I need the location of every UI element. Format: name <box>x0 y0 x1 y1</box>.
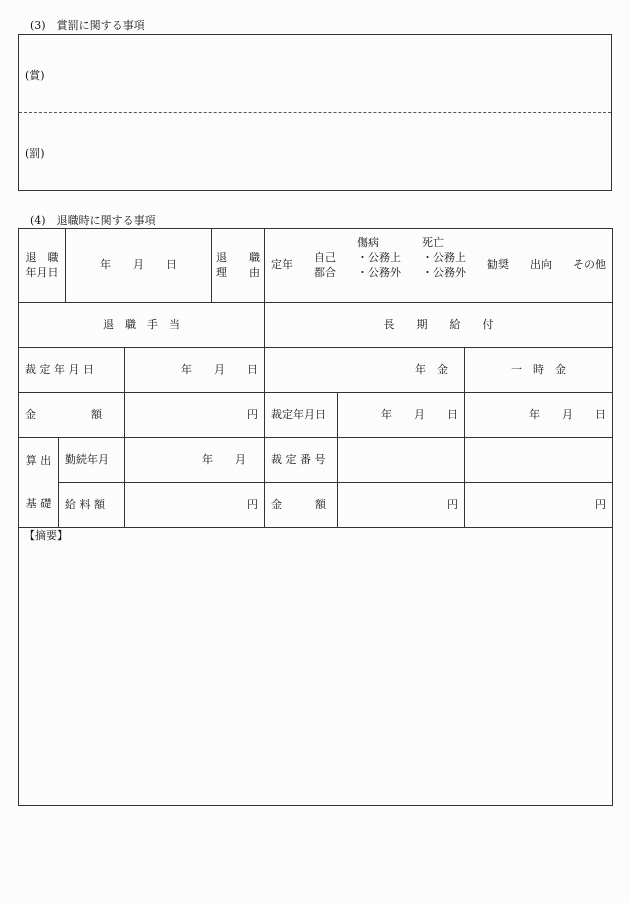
lump-sum-amount-yen: 円 <box>465 483 613 528</box>
pension-date-value: 年 月 日 <box>338 393 465 438</box>
decision-date-label-2: 裁定年月日 <box>265 393 338 438</box>
reason-jiko: 自己 都合 <box>314 250 336 279</box>
lump-sum-label: 一 時 金 <box>465 348 613 393</box>
amount-label: 金 額 <box>19 393 125 438</box>
penalty-label: (罰) <box>25 147 45 160</box>
decision-date-value: 年 月 日 <box>125 348 265 393</box>
memo-area <box>19 528 613 806</box>
calc-label-2: 基 礎 <box>25 496 52 510</box>
lump-sum-date-value: 年 月 日 <box>465 393 613 438</box>
pension-label: 年 金 <box>265 348 465 393</box>
section4-heading: (4) 退職時に関する事項 <box>30 214 156 227</box>
retirement-table <box>18 228 613 806</box>
retire-date-label: 退 職 年月日 <box>19 229 66 303</box>
section3-heading: (3) 賞罰に関する事項 <box>30 19 145 32</box>
service-label: 勤続年月 <box>59 438 125 483</box>
decision-date-label: 裁 定 年 月 日 <box>19 348 125 393</box>
pension-amount-yen: 円 <box>338 483 465 528</box>
divider <box>19 112 611 113</box>
reason-shobyo: 傷病 ・公務上 ・公務外 <box>357 236 401 279</box>
lump-sum-decision-no <box>465 438 613 483</box>
awards-penalties-box <box>18 34 612 191</box>
amount-yen: 円 <box>125 393 265 438</box>
retire-reason-options <box>265 229 613 303</box>
reward-label: (賞) <box>25 69 45 82</box>
reason-sonota: その他 <box>573 258 606 272</box>
allowance-header: 退 職 手 当 <box>19 303 265 348</box>
amount-label-2: 金 額 <box>265 483 338 528</box>
reason-shukko: 出向 <box>530 258 552 272</box>
reason-kansho: 勧奨 <box>487 258 509 272</box>
retire-date-value: 年 月 日 <box>66 229 212 303</box>
reason-shibo: 死亡 ・公務上 ・公務外 <box>422 236 466 279</box>
reason-teinen: 定年 <box>271 258 293 272</box>
calc-basis-label <box>19 438 59 528</box>
calc-label-1: 算 出 <box>25 453 52 467</box>
pension-decision-no <box>338 438 465 483</box>
salary-label: 給 料 額 <box>59 483 125 528</box>
decision-no-label: 裁 定 番 号 <box>265 438 338 483</box>
memo-label: 【摘要】 <box>24 529 68 542</box>
pension-header: 長 期 給 付 <box>265 303 613 348</box>
service-value: 年 月 <box>125 438 265 483</box>
salary-yen: 円 <box>125 483 265 528</box>
retire-reason-label: 退 職 理 由 <box>212 229 265 303</box>
